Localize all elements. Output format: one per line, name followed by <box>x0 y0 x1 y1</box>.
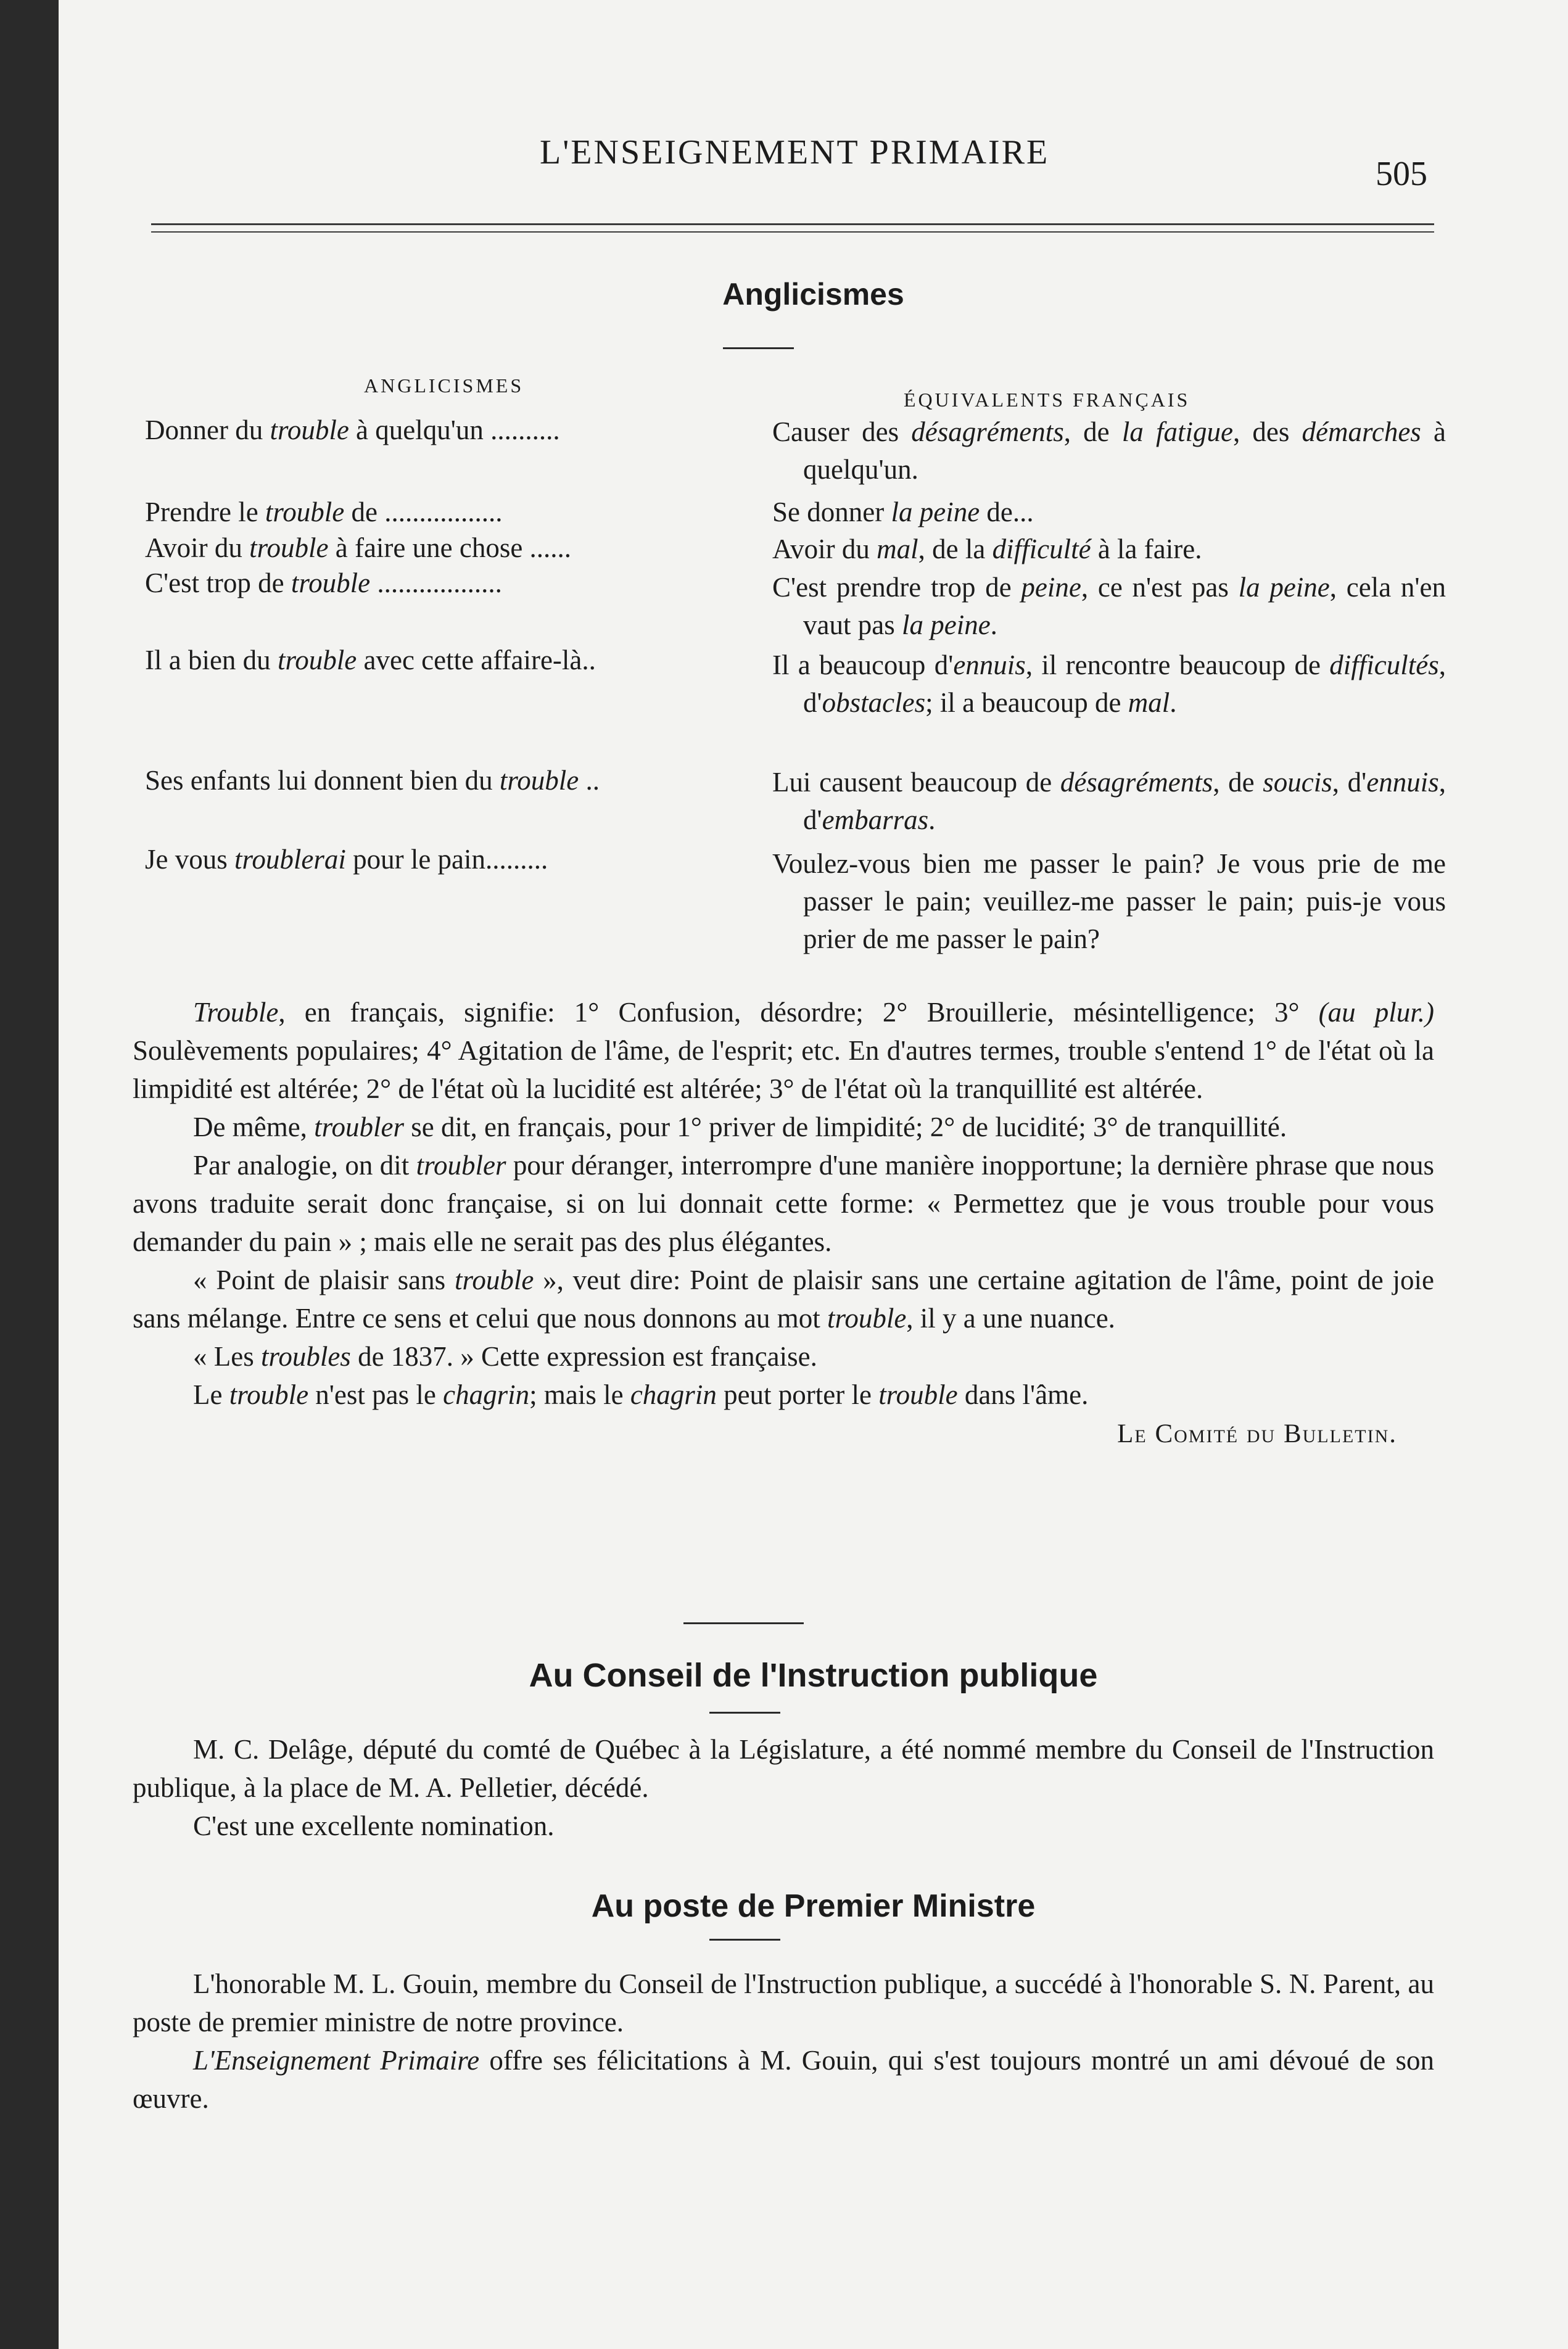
anglicisme-right-6: Lui causent beaucoup de désagréments, de soucis, d'ennuis, d'embarras. <box>772 767 1446 835</box>
anglicisme-left-7: Je vous troublerai pour le pain......... <box>145 844 548 875</box>
anglicisme-right-1: Causer des désagréments, de la fatigue, des démarches à quelqu'un. <box>772 416 1446 485</box>
anglicisme-right-5: Il a beaucoup d'ennuis, il rencontre beaucoup de difficultés, d'obstacles; il a beaucoup de mal. <box>772 650 1446 718</box>
anglicisme-right-7: Voulez-vous bien me passer le pain? Je vous prie de me passer le pain; veuillez-me passer le pain; puis-je vous prier de me passer le pain? <box>772 848 1446 954</box>
column-heading-anglicismes: ANGLICISMES <box>364 374 524 397</box>
paragraph: Par analogie, on dit troubler pour déranger, interrompre d'une manière inopportune; la dernière phrase que nous avons traduite serait donc française, si on lui donnait cette forme: « Permettez que je vous trouble pour vous demander du pain » ; mais elle ne serait pas des plus élégantes. <box>133 1150 1434 1257</box>
header-rule-thin <box>151 231 1434 233</box>
section-title-conseil: Au Conseil de l'Instruction publique <box>529 1657 1098 1694</box>
title-underline <box>723 347 794 349</box>
paragraph: Le trouble n'est pas le chagrin; mais le chagrin peut porter le trouble dans l'âme. <box>193 1379 1089 1410</box>
section-title-ministre: Au poste de Premier Ministre <box>591 1888 1036 1924</box>
anglicisme-left-4: C'est trop de trouble .................. <box>145 568 502 598</box>
paragraph: L'Enseignement Primaire offre ses félicitations à M. Gouin, qui s'est toujours montré un ami dévoué de son œuvre. <box>133 2045 1434 2114</box>
title-underline <box>709 1712 780 1714</box>
anglicisme-left-6: Ses enfants lui donnent bien du trouble .. <box>145 765 600 796</box>
column-heading-equivalents: ÉQUIVALENTS FRANÇAIS <box>904 389 1190 411</box>
signature: Le Comité du Bulletin. <box>1117 1419 1397 1448</box>
section-title-anglicismes: Anglicismes <box>722 277 904 312</box>
anglicisme-left-2: Prendre le trouble de ................. <box>145 497 503 527</box>
anglicisme-right-4: C'est prendre trop de peine, ce n'est pas la peine, cela n'en vaut pas la peine. <box>772 572 1446 640</box>
header-rule <box>151 223 1434 225</box>
paragraph: L'honorable M. L. Gouin, membre du Conseil de l'Instruction publique, a succédé à l'honorable S. N. Parent, au poste de premier ministre de notre province. <box>133 1968 1434 2037</box>
ministre-text <box>133 1965 1434 2118</box>
anglicisme-right-2: Se donner la peine de... <box>772 497 1034 527</box>
book-page <box>59 0 1568 2349</box>
paragraph: « Point de plaisir sans trouble », veut dire: Point de plaisir sans une certaine agitation de l'âme, point de joie sans mélange. Entre ce sens et celui que nous donnons au mot trouble, il y a une nuance. <box>133 1265 1434 1334</box>
anglicisme-left-3: Avoir du trouble à faire une chose ...... <box>145 532 572 563</box>
page-number: 505 <box>1376 155 1427 193</box>
conseil-text <box>133 1730 1434 1845</box>
paragraph: M. C. Delâge, député du comté de Québec à la Législature, a été nommé membre du Conseil de l'Instruction publique, à la place de M. A. Pelletier, décédé. <box>133 1734 1434 1803</box>
anglicisme-left-5: Il a bien du trouble avec cette affaire-là.. <box>145 645 596 675</box>
anglicisme-left-1: Donner du trouble à quelqu'un .......... <box>145 415 560 445</box>
title-underline <box>709 1939 780 1941</box>
anglicismes-commentary <box>133 993 1434 1453</box>
running-title: L'ENSEIGNEMENT PRIMAIRE <box>540 133 1050 171</box>
paragraph: « Les troubles de 1837. » Cette expression est française. <box>193 1341 817 1372</box>
paragraph: De même, troubler se dit, en français, pour 1° priver de limpidité; 2° de lucidité; 3° de tranquillité. <box>193 1112 1287 1142</box>
paragraph: C'est une excellente nomination. <box>193 1810 555 1841</box>
paragraph: Trouble, en français, signifie: 1° Confusion, désordre; 2° Brouillerie, mésintelligence; 3° (au plur.) Soulèvements populaires; 4° Agitation de l'âme, de l'esprit; etc. En d'autres termes, trouble s'entend 1° de l'état où la limpidité est altérée; 2° de l'état où la lucidité est altérée; 3° de l'état où la tranquillité est altérée. <box>133 997 1434 1104</box>
anglicisme-right-3: Avoir du mal, de la difficulté à la faire. <box>772 534 1202 564</box>
section-divider <box>683 1622 804 1624</box>
